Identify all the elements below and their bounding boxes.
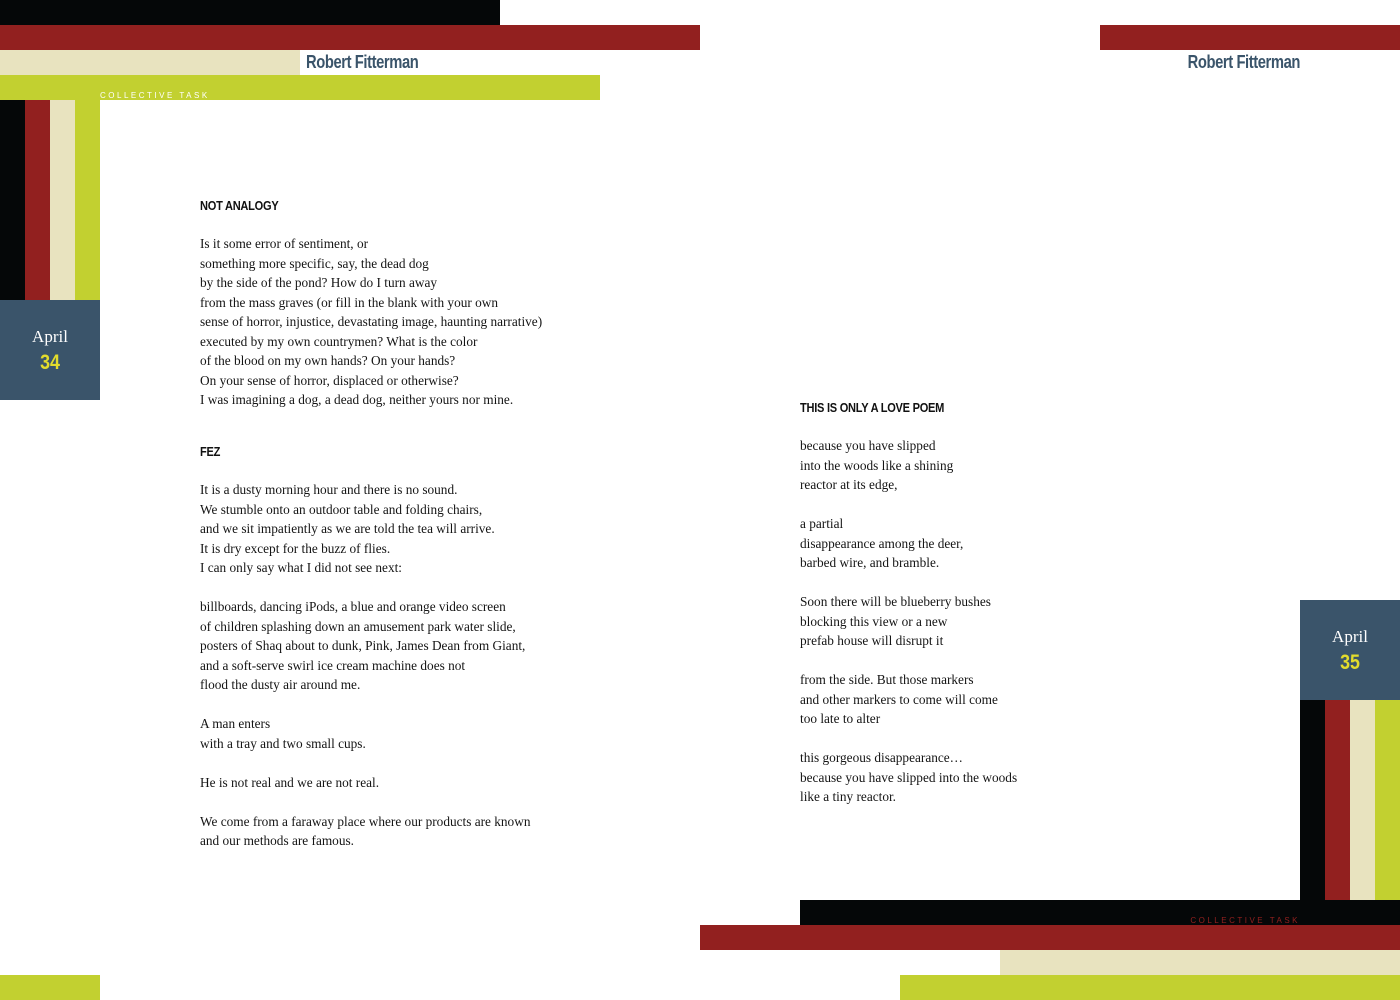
poem-title-love-poem: THIS IS ONLY A LOVE POEM xyxy=(800,400,945,415)
poem-body-love-poem xyxy=(800,436,1017,807)
left-page-number: 34 xyxy=(40,351,60,374)
top-right-red-bar xyxy=(1100,25,1400,50)
top-red-bar xyxy=(0,25,700,50)
top-cream-bar xyxy=(0,50,300,75)
right-running-head: COLLECTIVE TASK xyxy=(1190,916,1300,925)
stanza xyxy=(800,514,1017,573)
poem-title-not-analogy: NOT ANALOGY xyxy=(200,198,279,213)
left-black-stripe xyxy=(0,100,25,300)
poem-line: and our methods are famous. xyxy=(200,833,354,848)
stanza xyxy=(200,597,530,695)
poem-line: prefab house will disrupt it xyxy=(800,633,944,648)
poem-body-fez xyxy=(200,480,530,851)
left-date-month: April xyxy=(32,327,68,346)
poem-line: from the side. But those markers xyxy=(800,672,974,687)
stanza xyxy=(800,436,1017,495)
poem-line: like a tiny reactor. xyxy=(800,789,896,804)
left-red-stripe xyxy=(25,100,50,300)
poem-line: this gorgeous disappearance… xyxy=(800,750,963,765)
poem-line: blocking this view or a new xyxy=(800,613,948,629)
poem-line: We come from a faraway place where our products are known xyxy=(200,813,531,829)
poem-line: a partial xyxy=(800,516,844,531)
poem-line: billboards, dancing iPods, a blue and orange video screen xyxy=(200,599,506,614)
top-lime-bar xyxy=(0,75,600,100)
poem-line: from the mass graves (or fill in the blank with your own xyxy=(200,294,499,310)
poem-line: It is a dusty morning hour and there is no sound. xyxy=(200,482,458,497)
right-lime-stripe xyxy=(1375,700,1400,900)
poem-line: disappearance among the deer, xyxy=(800,535,964,551)
poem-body-not-analogy xyxy=(200,234,542,410)
poem-line: and we sit impatiently as we are told the tea will arrive. xyxy=(200,521,495,536)
poem-line: barbed wire, and bramble. xyxy=(800,555,940,570)
poem-line: of the blood on my own hands? On your hands? xyxy=(200,353,456,368)
poem-line: by the side of the pond? How do I turn away xyxy=(200,275,438,290)
poem-line: Is it some error of sentiment, or xyxy=(200,236,369,251)
right-black-stripe xyxy=(1300,700,1325,900)
poem-line: posters of Shaq about to dunk, Pink, James Dean from Giant, xyxy=(200,638,526,653)
left-cream-stripe xyxy=(50,100,75,300)
poem-line: into the woods like a shining xyxy=(800,457,954,473)
right-date-month: April xyxy=(1332,627,1368,646)
poem-line: reactor at its edge, xyxy=(800,477,898,492)
stanza xyxy=(800,592,1017,651)
left-date-box xyxy=(0,300,100,400)
right-page-number: 35 xyxy=(1340,651,1360,674)
left-running-head: COLLECTIVE TASK xyxy=(100,91,210,100)
bottom-red-bar xyxy=(700,925,1400,950)
stanza xyxy=(200,714,530,753)
poem-title-fez: FEZ xyxy=(200,444,221,459)
poem-line: with a tray and two small cups. xyxy=(200,735,366,751)
poem-line: I was imagining a dog, a dead dog, neither yours nor mine. xyxy=(200,392,514,407)
poem-line: flood the dusty air around me. xyxy=(200,677,361,692)
left-author-name: Robert Fitterman xyxy=(306,52,419,72)
stanza xyxy=(200,773,530,793)
stanza xyxy=(800,748,1017,807)
poem-line: too late to alter xyxy=(800,711,881,726)
top-black-bar xyxy=(0,0,500,25)
bottom-cream-bar xyxy=(1000,950,1400,975)
poem-line: Soon there will be blueberry bushes xyxy=(800,594,991,609)
bottom-black-bar xyxy=(800,900,1400,925)
poem-line: sense of horror, injustice, devastating image, haunting narrative) xyxy=(200,314,543,329)
poem-line: because you have slipped xyxy=(800,438,936,453)
poem-line: and a soft-serve swirl ice cream machine does not xyxy=(200,657,466,673)
right-cream-stripe xyxy=(1350,700,1375,900)
stanza xyxy=(200,812,530,851)
poem-line: and other markers to come will come xyxy=(800,691,998,707)
poem-line: We stumble onto an outdoor table and folding chairs, xyxy=(200,501,483,517)
poem-line: I can only say what I did not see next: xyxy=(200,560,402,575)
bottom-right-lime-bar xyxy=(900,975,1400,1000)
poem-line: A man enters xyxy=(200,716,271,731)
right-red-stripe xyxy=(1325,700,1350,900)
right-date-box xyxy=(1300,600,1400,700)
poem-line: executed by my own countrymen? What is the color xyxy=(200,333,478,349)
poem-line: It is dry except for the buzz of flies. xyxy=(200,540,391,556)
right-author-name: Robert Fitterman xyxy=(1187,52,1300,72)
stanza xyxy=(200,480,530,578)
stanza xyxy=(200,234,542,410)
bottom-left-lime-bar xyxy=(0,975,100,1000)
poem-line: On your sense of horror, displaced or otherwise? xyxy=(200,372,459,388)
stanza xyxy=(800,670,1017,729)
poem-line: because you have slipped into the woods xyxy=(800,769,1018,785)
poem-line: He is not real and we are not real. xyxy=(200,774,380,790)
left-lime-stripe xyxy=(75,100,100,300)
poem-line: something more specific, say, the dead dog xyxy=(200,255,429,271)
poem-line: of children splashing down an amusement park water slide, xyxy=(200,618,516,634)
